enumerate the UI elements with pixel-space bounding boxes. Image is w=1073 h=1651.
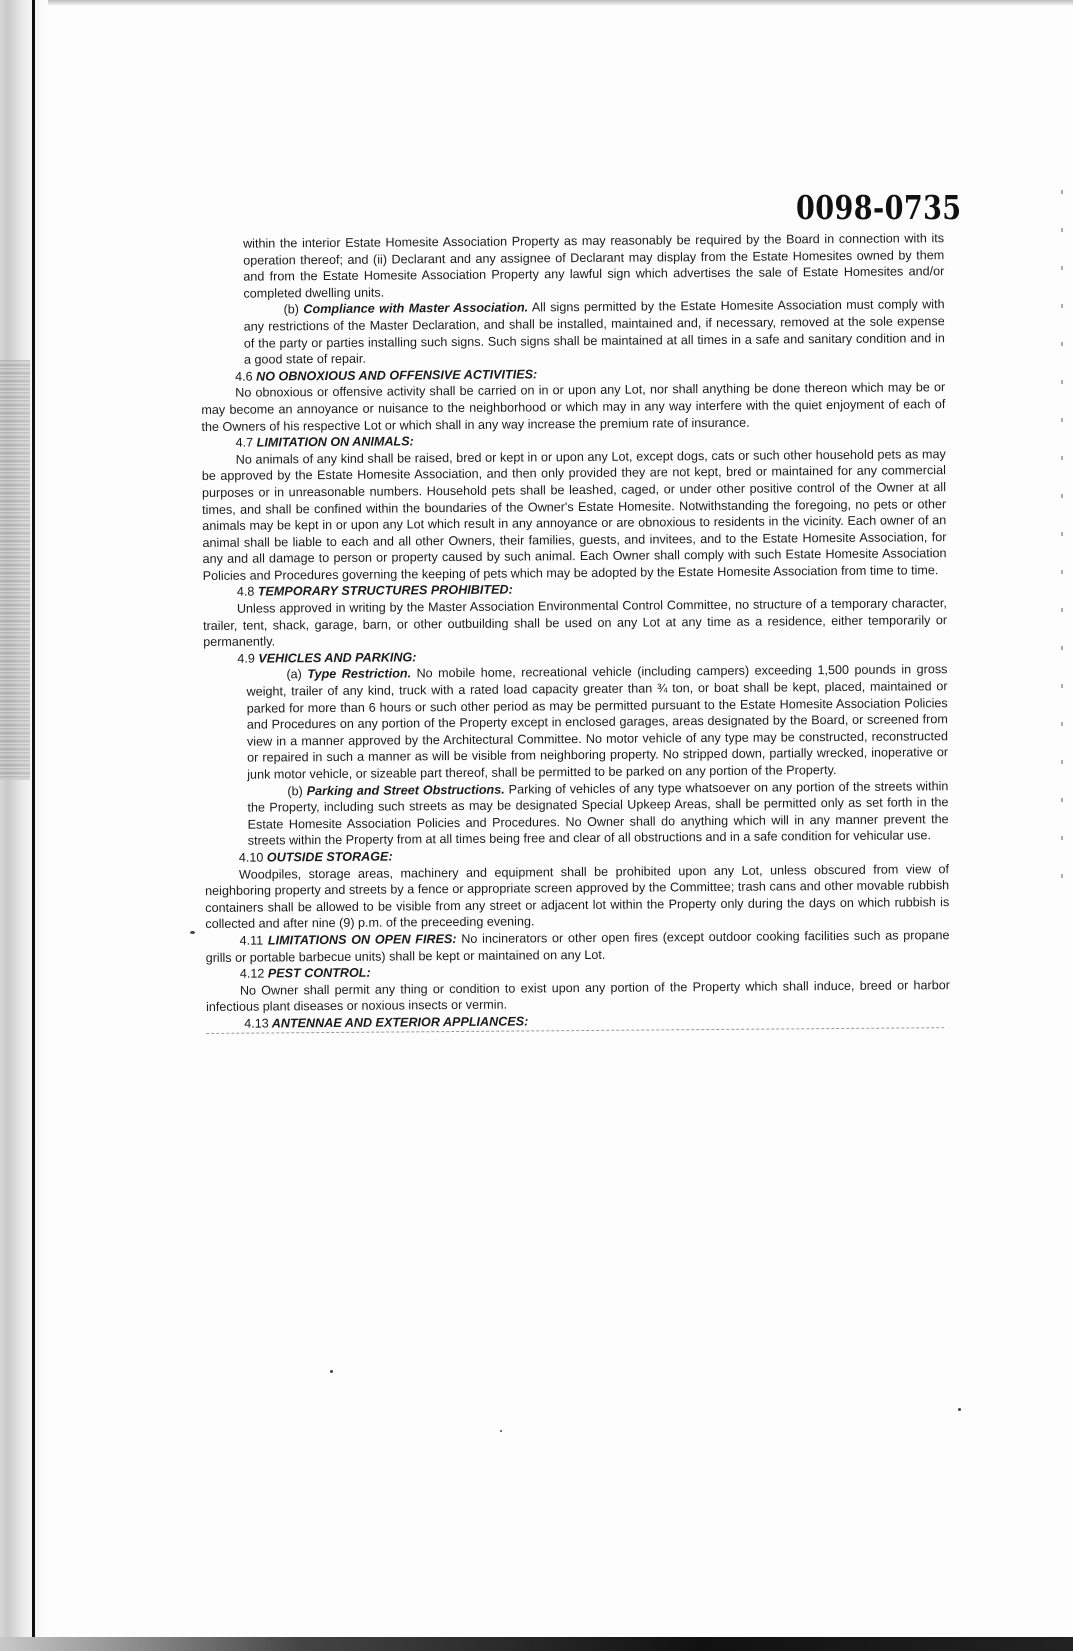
section-title: ANTENNAE AND EXTERIOR APPLIANCES: [271,1014,529,1031]
section-number: 4.11 [239,933,264,948]
section-number: 4.8 [236,585,255,600]
section-text-4-12: No Owner shall permit any thing or condition to exist upon any portion of the Property which shall induce, breed or harbor infectious plant diseases or noxious insects or vermin. [206,977,950,1015]
section-number: 4.13 [244,1016,269,1031]
section-4-5-b [201,297,945,369]
section-number: 4.7 [235,435,254,450]
section-text: No incinerators or other open fires (except outdoor cooking facilities such as propane grills or portable barbecue units) shall be kept or maintained on any Lot. [205,928,950,965]
section-title: TEMPORARY STRUCTURES PROHIBITED: [257,583,513,600]
section-title: LIMITATIONS ON OPEN FIRES: [267,931,457,948]
section-number: 4.9 [237,651,255,666]
scan-right-dots [1061,190,1063,890]
scan-bottom-edge [0,1637,1073,1651]
scan-speckle [0,360,30,780]
section-title: LIMITATION ON ANIMALS: [256,434,414,450]
clause-title: Compliance with Master Association. [303,300,529,317]
section-text-4-8: Unless approved in writing by the Master Association Environmental Control Committee, no structure of a temporary character, trailer, tent, shack, garage, barn, or other outbuilding shall be used on any Lot at any time as a residence, either temporarily or permanently. [203,596,948,650]
clause-label: (b) [283,302,300,317]
scan-speck [958,1408,961,1411]
section-text-4-6: No obnoxious or offensive activity shall be carried on in or upon any Lot, nor shall anything be done thereon which may be or may become an annoyance or nuisance to the neighborhood or which may in any way interfere with the quiet enjoyment of each of the Owners of his respective Lot or which shall in any way increase the premium rate of insurance. [201,380,946,434]
binding-rule [32,0,35,1651]
document-body [200,230,950,1033]
scan-speck [330,1370,333,1373]
scan-speck [190,931,195,934]
section-number: 4.6 [235,369,253,384]
section-number: 4.12 [239,966,265,981]
clause-text: All signs permitted by the Estate Homesite Association must comply with any restrictions of the Master Declaration, and shall be installed, maintained and, if necessary, removed at the sole expense of the party or parties installing such signs. Such signs shall be maintained at all times in a safe and sanitary condition and in a good state of repair. [243,297,945,367]
clause-title: Type Restriction. [307,666,412,682]
scan-speck [500,1430,502,1432]
clause-label: (b) [287,783,303,798]
section-title: VEHICLES AND PARKING: [258,650,417,666]
scan-top-edge [0,0,1073,6]
intro-paragraph: within the interior Estate Homesite Association Property as may reasonably be required by the Board in connection with its operation thereof; and (ii) Declarant and any assignee of Declarant may display from the Estate Homesites owned by them and from the Estate Homesite Association Property any lawful sign which advertises the sale of Estate Homesites and/or completed dwelling units. [243,231,945,301]
scan-left-margin [0,0,48,1651]
clause-label: (a) [286,667,302,682]
section-text-4-7: No animals of any kind shall be raised, bred or kept in or upon any Lot, except dogs, cats or such other household pets as may be approved by the Estate Homesite Association, and then only provided they are not kept, bred or maintained for any commercial purposes or in unreasonable numbers. Household pets shall be leashed, caged, or under other positive control of the Owner at all times, and shall be confined within the boundaries of the Owner's Estate Homesite. Notwithstanding the foregoing, no pets or other animals may be kept in or upon any Lot which result in any annoyance or are obnoxious to residents in the vicinity. Each owner of an animal shall be liable to each and all other Owners, their families, guests, and invitees, and to the Estate Homesite Association, for any and all damage to person or property caused by such animal. Each Owner shall comply with such Estate Homesite Association Policies and Procedures governing the keeping of pets which may be adopted by the Estate Homesite Association from time to time. [201,446,947,583]
section-text-4-10: Woodpiles, storage areas, machinery and equipment shall be prohibited upon any Lot, unless obscured from view of neighboring property and streets by a fence or appropriate screen approved by the Committee; trash cans and other movable rubbish containers shall be allowed to be visible from any street or adjacent lot within the Property only during the days on which rubbish is collected and after nine (9) p.m. of the preceeding evening. [205,861,950,932]
section-4-9-b [204,778,948,850]
section-number: 4.10 [238,850,264,865]
clause-text: No mobile home, recreational vehicle (including campers) exceeding 1,500 pounds in gross weight, trailer of any kind, truck with a rated load capacity greater than ¾ ton, or boat shall be kept, placed, maintained or parked for more than 6 hours or such other period as may be permitted pursuant to the Estate Homesite Association Policies and Procedures on any portion of the Property except in enclosed garages, areas designated by the Board, or screened from view in a manner approved by the Architectural Committee. No motor vehicle of any type may be constructed, reconstructed or repaired in such a manner as will be visible from neighboring property. No stripped down, partially wrecked, inoperative or junk motor vehicle, or sizeable part thereof, shall be permitted to be parked on any portion of the Property. [246,662,949,782]
section-title: PEST CONTROL: [267,965,371,981]
document-number: 0098-0735 [796,188,962,227]
clause-text: Parking of vehicles of any type whatsoever on any portion of the streets within the Property, including such streets as may be designated Special Upkeep Areas, shall be permitted only as set forth in the Estate Homesite Association Policies and Procedures. No Owner shall do anything which will in any manner prevent the streets within the Property from at all times being free and clear of all obstructions and in a safe condition for vehicular use. [247,778,949,849]
section-title: NO OBNOXIOUS AND OFFENSIVE ACTIVITIES: [256,367,538,384]
clause-title: Parking and Street Obstructions. [306,782,505,798]
section-4-9-a [203,662,948,784]
section-title: OUTSIDE STORAGE: [266,849,393,865]
